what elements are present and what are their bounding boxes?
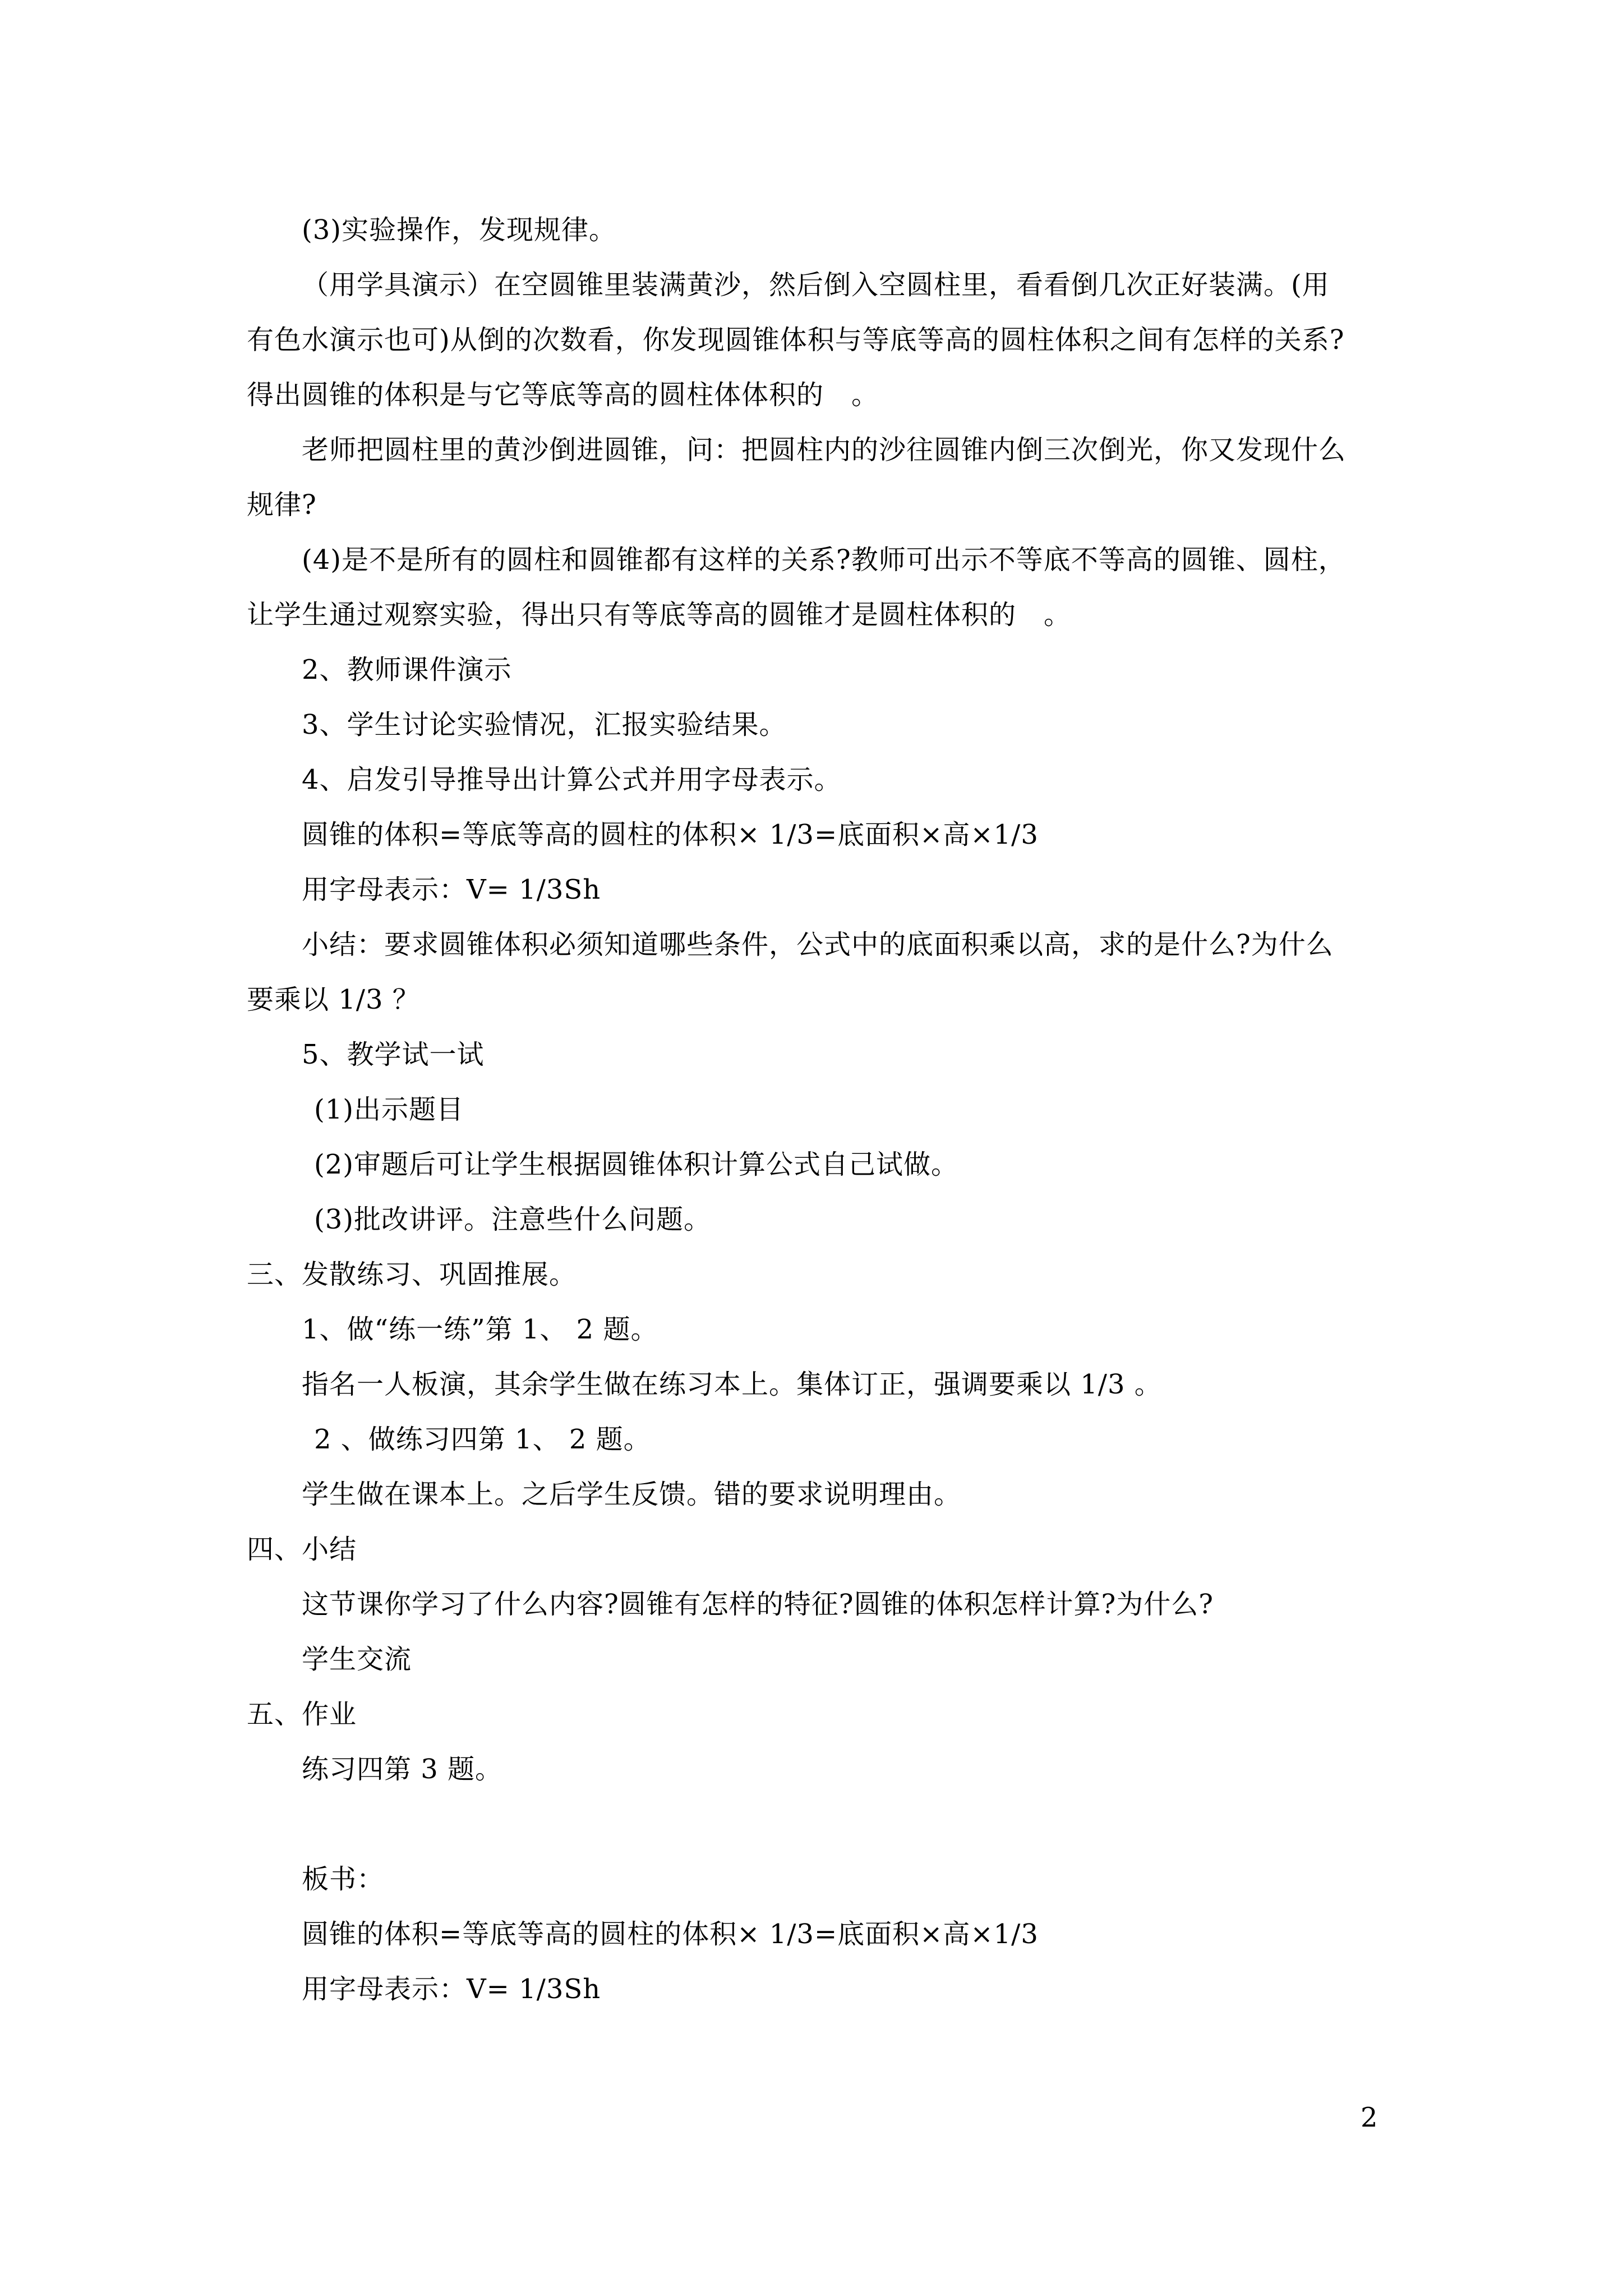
paragraph-line: 这节课你学习了什么内容?圆锥有怎样的特征?圆锥的体积怎样计算?为什么? bbox=[302, 1589, 1214, 1620]
paragraph-line: 学生做在课本上。之后学生反馈。错的要求说明理由。 bbox=[302, 1479, 962, 1510]
list-item: 1、做“练一练”第 1、 2 题。 bbox=[302, 1314, 658, 1345]
formula-line: 用字母表示：V= 1/3Sh bbox=[302, 1973, 601, 2005]
blackboard-heading: 板书： bbox=[302, 1864, 385, 1895]
paragraph-line: 练习四第 3 题。 bbox=[302, 1754, 503, 1785]
formula-line: 圆锥的体积=等底等高的圆柱的体积× 1/3=底面积×高×1/3 bbox=[302, 1918, 1039, 1950]
paragraph-line: 指名一人板演，其余学生做在练习本上。集体订正，强调要乘以 1/3 。 bbox=[302, 1369, 1162, 1400]
summary-line: 要乘以 1/3 ？ bbox=[247, 984, 420, 1015]
step-4-line: (4)是不是所有的圆柱和圆锥都有这样的关系?教师可出示不等底不等高的圆锥、圆柱， bbox=[302, 544, 1346, 576]
formula-line: 用字母表示：V= 1/3Sh bbox=[302, 874, 601, 905]
paragraph-line: （用学具演示）在空圆锥里装满黄沙，然后倒入空圆柱里，看看倒几次正好装满。(用 bbox=[302, 269, 1330, 301]
sub-item: (1)出示题目 bbox=[314, 1094, 464, 1125]
list-item: 4、启发引导推导出计算公式并用字母表示。 bbox=[302, 764, 842, 795]
section-heading: 三、发散练习、巩固推展。 bbox=[247, 1259, 577, 1290]
summary-line: 小结：要求圆锥体积必须知道哪些条件，公式中的底面积乘以高，求的是什么?为什么 bbox=[302, 929, 1334, 960]
paragraph-line: 让学生通过观察实验，得出只有等底等高的圆锥才是圆柱体积的 。 bbox=[247, 599, 1072, 631]
formula-line: 圆锥的体积=等底等高的圆柱的体积× 1/3=底面积×高×1/3 bbox=[302, 819, 1039, 850]
list-item: 2 、做练习四第 1、 2 题。 bbox=[314, 1424, 651, 1455]
list-item: 2、教师课件演示 bbox=[302, 654, 512, 685]
paragraph-line: 学生交流 bbox=[302, 1644, 412, 1675]
sub-item: (2)审题后可让学生根据圆锥体积计算公式自己试做。 bbox=[314, 1149, 958, 1180]
list-item: 5、教学试一试 bbox=[302, 1039, 485, 1070]
list-item: 3、学生讨论实验情况，汇报实验结果。 bbox=[302, 709, 787, 740]
step-3-heading: (3)实验操作，发现规律。 bbox=[302, 214, 616, 246]
paragraph-line: 老师把圆柱里的黄沙倒进圆锥，问：把圆柱内的沙往圆锥内倒三次倒光，你又发现什么 bbox=[302, 434, 1347, 466]
page-number: 2 bbox=[1361, 2102, 1378, 2133]
section-heading: 四、小结 bbox=[247, 1534, 357, 1565]
section-heading: 五、作业 bbox=[247, 1699, 357, 1730]
paragraph-line: 得出圆锥的体积是与它等底等高的圆柱体体积的 。 bbox=[247, 379, 879, 411]
paragraph-line: 规律? bbox=[247, 489, 317, 521]
sub-item: (3)批改讲评。注意些什么问题。 bbox=[314, 1204, 711, 1235]
paragraph-line: 有色水演示也可)从倒的次数看，你发现圆锥体积与等底等高的圆柱体积之间有怎样的关系? bbox=[247, 324, 1345, 356]
